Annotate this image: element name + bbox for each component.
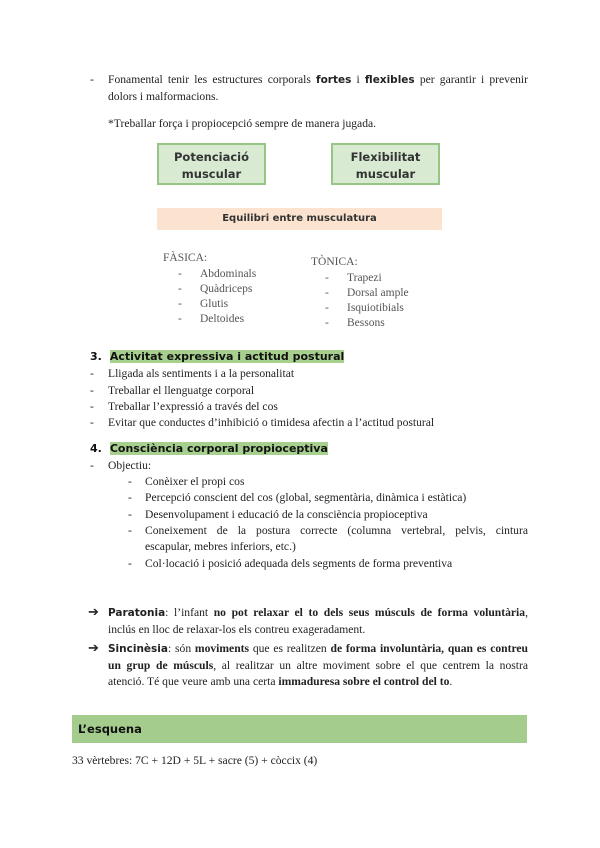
list-item: Bessons — [347, 317, 385, 329]
esquena-title: L’esquena — [78, 722, 142, 736]
list-item: Isquiotibials — [347, 302, 404, 314]
box-potenciacio: Potenciació muscular — [157, 143, 266, 185]
paratonia-term: Paratonia — [108, 607, 166, 619]
sincinesia-line-3: atenció. Té que veure amb una certa immaduresa sobre el control del to. — [108, 675, 453, 688]
list-item: Trapezi — [347, 272, 382, 284]
arrow-icon: ➔ — [88, 640, 99, 655]
box-flexibilitat: Flexibilitat muscular — [331, 143, 440, 185]
list-item: Treballar l’expressió a través del cos — [108, 400, 278, 413]
sincinesia-line-1: Sincinèsia: són moviments que es realitzen de forma involuntària, quan es contreu — [108, 642, 529, 655]
intro-note: *Treballar força i propiocepció sempre de manera jugada. — [108, 117, 377, 130]
section-4-heading: 4. Consciència corporal propioceptiva — [90, 442, 328, 455]
sincinesia-line-2: un grup de músculs, al realitzar un altre moviment sobre el que centrem la nostra — [108, 659, 529, 672]
paratonia-line-1: Paratonia: l’infant no pot relaxar el to dels seus músculs de forma voluntària, — [108, 606, 528, 619]
intro-line-2: dolors i malformacions. — [108, 90, 219, 103]
list-item: Quàdriceps — [200, 283, 253, 295]
list-item: Desenvolupament i educació de la consciència propioceptiva — [145, 508, 428, 521]
list-item: Evitar que conductes d’inhibició o timidesa afectin a l’actitud postural — [108, 416, 435, 429]
list-item: Col·locació i posició adequada dels segments de forma preventiva — [145, 557, 453, 570]
paratonia-line-2: inclús en lloc de relaxar-los els contreu exageradament. — [108, 623, 366, 636]
fasica-title: FÀSICA: — [163, 252, 208, 264]
list-item: Treballar el llenguatge corporal — [108, 384, 255, 397]
intro-flexibles: flexibles — [364, 74, 415, 86]
list-item: Glutis — [200, 298, 229, 310]
arrow-icon: ➔ — [88, 604, 99, 619]
list-item: Conèixer el propi cos — [145, 475, 245, 488]
list-item: Percepció conscient del cos (global, segmentària, dinàmica i estàtica) — [145, 491, 467, 504]
section-3-title: Activitat expressiva i actitud postural — [109, 350, 345, 363]
intro-fortes: fortes — [316, 74, 352, 86]
intro-bullet: - — [90, 73, 94, 86]
list-item: Coneixement de la postura correcte (columna vertebral, pelvis, cintura — [145, 524, 528, 537]
list-item: Abdominals — [200, 268, 257, 280]
list-item: Lligada als sentiments i a la personalitat — [108, 367, 295, 380]
esquena-text: 33 vèrtebres: 7C + 12D + 5L + sacre (5) + còccix (4) — [72, 754, 318, 767]
section-4-title: Consciència corporal propioceptiva — [109, 442, 328, 455]
list-item: Dorsal ample — [347, 287, 409, 299]
list-item-continuation: escapular, mebres inferiors, etc.) — [145, 540, 296, 553]
intro-line-1: Fonamental tenir les estructures corporals fortes i flexibles per garantir i prevenir — [108, 73, 528, 86]
objective-label: Objectiu: — [108, 459, 152, 472]
equilibri-band: Equilibri entre musculatura — [157, 208, 442, 230]
tonica-title: TÒNICA: — [311, 256, 358, 268]
section-3-heading: 3. Activitat expressiva i actitud postural — [90, 350, 345, 363]
sincinesia-term: Sincinèsia — [108, 643, 168, 655]
list-item: Deltoides — [200, 313, 245, 325]
esquena-header-bar — [72, 715, 527, 743]
